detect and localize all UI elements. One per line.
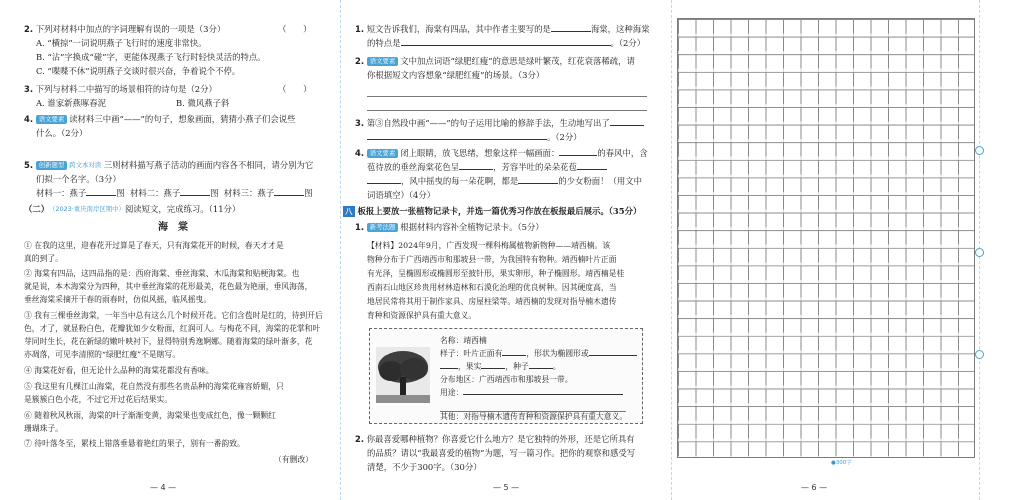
p5-q6-2-stem: 2. 你最喜爱哪种植物？你喜爱它什么地方？是它独特的外形，还是它所具有 bbox=[355, 434, 635, 444]
page-number: — 6 — bbox=[801, 483, 828, 492]
p5-q6-1-stem: 1. 新考法题 根据材料内容补全植物记录卡。（5分） bbox=[355, 222, 544, 232]
q2-answer-paren[interactable]: （ ） bbox=[278, 24, 312, 34]
part2-header: （二）（2023·重庆南岸区期中）阅读短文，完成练习。（11分） bbox=[24, 204, 241, 214]
material-line: 育种和资源保护具有重大意义。 bbox=[367, 311, 477, 320]
p5-q4-stem: 4. 语文要素 闭上眼睛，放飞思绪，想象这样一幅画面： 的春风中，含 bbox=[355, 148, 648, 158]
para-line: ② 海棠有四品，这四品指的是：西府海棠、垂丝海棠、木瓜海棠和贴梗海棠。也 bbox=[24, 269, 300, 278]
p5-q2-stem-2: 你根据短文内容想象“绿肥红瘦”的场景。（3分） bbox=[367, 70, 545, 80]
q2-option-c: C. “喋喋不休”说明燕子交谈时很兴奋，争着说个不停。 bbox=[36, 66, 241, 76]
card-other: 其他：对指导楠木遗传育种和资源保护具有重大意义。 bbox=[440, 412, 628, 421]
p5-q3-blank-2[interactable] bbox=[367, 132, 547, 140]
para-line: ③ 我有三棵垂丝海棠，一年当中总有这么几个时候开花。它们含苞时是红的，待到开后 bbox=[24, 311, 323, 320]
page-6 bbox=[671, 0, 1027, 500]
page-number: — 5 — bbox=[493, 483, 520, 492]
binding-hole-icon bbox=[975, 146, 984, 155]
p5-q2-stem: 2. 语文要素 文中加点词语“绿肥红瘦”的意思是绿叶繁茂，红花衰落稀疏，请 bbox=[355, 56, 635, 66]
page-4 bbox=[0, 0, 340, 500]
q4-stem: 4. 语文要素 读材料三中画“——”的句子，想象画面，猜猜小燕子们会说些 bbox=[24, 114, 296, 124]
page-number: — 4 — bbox=[150, 483, 177, 492]
q2-option-a: A. “横掠”一词说明燕子飞行时的速度非常快。 bbox=[36, 38, 207, 48]
card-use: 用途： bbox=[440, 387, 623, 398]
q3-option-b: B. 微风燕子斜 bbox=[176, 98, 230, 108]
para-line: 就是说，本木海棠分为四种，其中垂丝海棠的花形最美，花色最为艳丽，垂风海荡， bbox=[24, 282, 313, 291]
p5-q3-stem: 3. 第③自然段中画“——”的句子运用比喻的修辞手法，生动地写出了 bbox=[355, 118, 644, 129]
para-line: 是簇簇白色小花，不过它开过花后结果实。 bbox=[24, 395, 173, 404]
source-note: （有删改） bbox=[274, 455, 313, 464]
tree-photo-icon bbox=[376, 347, 430, 403]
q4-tag: 语文要素 bbox=[36, 115, 68, 124]
essay-writing-grid[interactable] bbox=[677, 18, 975, 458]
q2-option-b: B. “沾”字换成“碰”字，更能体现燕子飞行时轻快灵活的特点。 bbox=[36, 52, 266, 62]
p5-q1-stem: 1. 短文告诉我们，海棠有四品，其中作者主要写的是 海棠，这种海棠 bbox=[355, 24, 650, 34]
p5-q4-stem-4: 词语填空）（4分） bbox=[367, 190, 436, 200]
q5-blank-3[interactable] bbox=[274, 188, 304, 196]
para-line: 亦凋落，可见李清照的“绿肥红瘦”不是瞎写。 bbox=[24, 350, 181, 359]
q3-option-a: A. 谁家新燕啄春泥 bbox=[36, 98, 106, 108]
material-line: 有光泽，呈椭圆形或椭圆形至披针形，果实卵形，种子椭圆形。靖西楠是桂 bbox=[367, 269, 625, 278]
p5-q6-2-stem-3: 清楚，不少于300字。（30分） bbox=[367, 462, 482, 472]
para-line: 色，才了，就显粉白色，花瓣犹如少女粉面，红润可人。与梅花不同，海棠的花掌和叶 bbox=[24, 324, 321, 333]
q5-blank-2[interactable] bbox=[180, 188, 210, 196]
p5-q4-stem-2: 苞待放的垂丝海棠花色呈 ，芳容半吐的朵朵花苞 bbox=[367, 162, 607, 173]
q5-blank-1[interactable] bbox=[86, 188, 116, 196]
para-line: ④ 海棠花好看，但无论什么品种的海棠花都没有香味。 bbox=[24, 366, 214, 375]
card-fruit: ，果实 ，种子 。 bbox=[440, 361, 561, 372]
p5-q1-blank-1[interactable] bbox=[551, 24, 591, 32]
q3-answer-paren[interactable]: （ ） bbox=[278, 84, 312, 94]
card-region: 分布地区：广西靖西市和那坡县一带。 bbox=[440, 375, 573, 384]
material-line: 物种分布于广西靖西市和那坡县一带，为我国特有物种。靖西楠叶片正面 bbox=[367, 255, 617, 264]
para-line: ⑦ 待叶落冬至，累枝上错落垂悬着艳红的果子，别有一番韵致。 bbox=[24, 439, 245, 448]
word-count-marker: ●300字 bbox=[831, 460, 852, 466]
q3-stem: 3. 下列与材料二中描写的场景相符的诗句是（2分） bbox=[24, 84, 217, 94]
p5-q3-blank[interactable] bbox=[610, 118, 644, 126]
q2-stem: 2. 下列对材料中加点的字词理解有误的一项是（3分） bbox=[24, 24, 226, 34]
para-line: ⑤ 我这里有几棵江山海棠，花自然没有那些名贵品种的海棠花雍容娇媚，只 bbox=[24, 382, 284, 391]
card-leaf: 样子：叶片正面有 ，形状为椭圆形或 bbox=[440, 348, 637, 359]
binding-hole-icon bbox=[975, 248, 984, 257]
page-5 bbox=[341, 0, 671, 500]
plant-record-card bbox=[369, 328, 643, 424]
p5-q2-answer-line[interactable] bbox=[367, 96, 647, 97]
p5-q4-stem-3: ，风中摇曳的每一朵花啊，都是 的少女粉面！（用文中 bbox=[367, 176, 642, 187]
binding-hole-icon bbox=[975, 350, 984, 359]
section-eight-header: 八 板报上要放一张植物记录卡，并选一篇优秀习作放在板报最后展示。（35分） bbox=[345, 206, 642, 216]
q5-stem: 5. 创新题型 跨文本对读 三则材料描写燕子活动的画面内容各不相同，请分别为它 bbox=[24, 160, 314, 170]
material-line: 地居民常将其用于制作家具、房屋柱梁等。靖西楠的发现对指导楠木遗传 bbox=[367, 297, 617, 306]
p5-q1-blank-2[interactable] bbox=[401, 38, 611, 46]
material-line: 西南石山地区珍贵用材林造林和石漠化治理的优良树种。因其硬度高，当 bbox=[367, 283, 617, 292]
p5-q3-stem-2: 。（2分） bbox=[367, 132, 582, 143]
p5-q1-stem-2: 的特点是 。（2分） bbox=[367, 38, 646, 48]
p5-q6-2-stem-2: 的品质？请以“我最喜爱的植物”为题，写一篇习作。把你的观察和感受写 bbox=[367, 448, 636, 458]
p5-q2-answer-line[interactable] bbox=[367, 110, 647, 111]
para-line: 真的到了。 bbox=[24, 254, 63, 263]
passage-title: 海 棠 bbox=[158, 222, 188, 233]
para-line: ① 在我的这里，迎春花开过算是了春天，只有海棠花开的时候，春天才才是 bbox=[24, 241, 284, 250]
para-line: 垂丝海棠采摘开于春的雨春时，仿似风摇，临风摇曳。 bbox=[24, 295, 212, 304]
q4-stem-2: 什么。（2分） bbox=[36, 128, 88, 138]
material-line: 【材料】2024年9月，广西发现一棵科梅属植物新物种——靖西楠。该 bbox=[367, 241, 611, 250]
q5-answers: 材料一：燕子 图 材料二：燕子 图 材料三：燕子 图 bbox=[36, 188, 313, 198]
para-line: 珊瑚珠子。 bbox=[24, 424, 63, 433]
para-line: ⑥ 随着秋风秋雨，海棠的叶子渐渐变黄，海棠果也变成红色，像一颗颗红 bbox=[24, 411, 276, 420]
card-name: 名称：靖西楠 bbox=[440, 336, 487, 345]
q5-stem-2: 们拟一个名字。（3分） bbox=[36, 174, 121, 184]
para-line: 芽同时生长，花在新绿的嫩叶映衬下，显得特别秀逸婀娜。随着海棠的绿叶渐多，花 bbox=[24, 337, 313, 346]
